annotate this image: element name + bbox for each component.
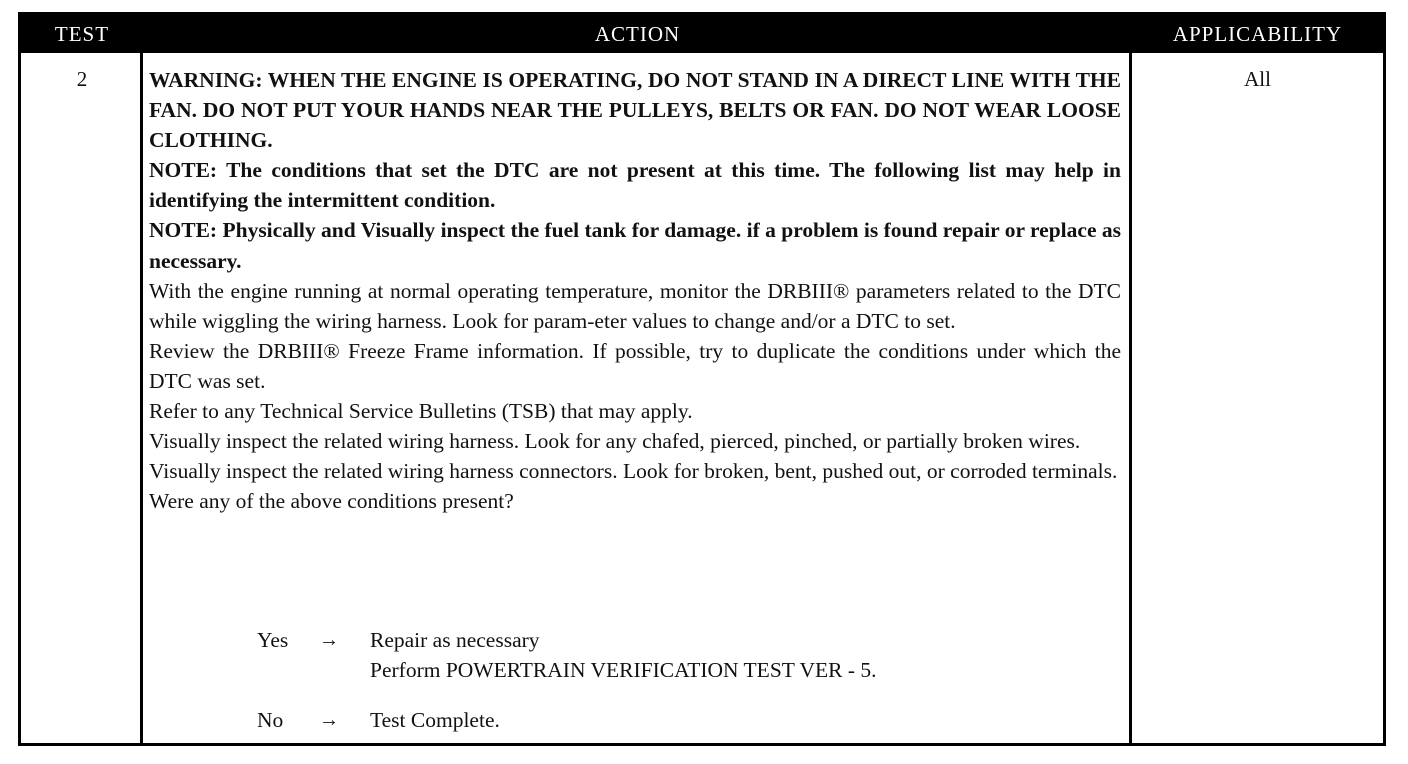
no-action: Test Complete. bbox=[370, 708, 500, 732]
column-divider bbox=[140, 53, 143, 743]
yes-label: Yes bbox=[257, 628, 289, 652]
header-applicability: APPLICABILITY bbox=[1172, 22, 1343, 46]
step-text: Review the DRBIII® Freeze Frame information. If possible, try to duplicate the conditions under which the DTC was set. bbox=[149, 338, 1121, 393]
header-action: ACTION bbox=[594, 22, 681, 46]
test-number: 2 bbox=[76, 67, 88, 91]
note-text: NOTE: The conditions that set the DTC are not present at this time. The following list may help in identifying the intermittent condition. bbox=[149, 158, 1121, 213]
step-text: Refer to any Technical Service Bulletins (TSB) that may apply. bbox=[149, 399, 693, 424]
diagnostic-table bbox=[18, 12, 1386, 746]
yes-action: Repair as necessary bbox=[370, 628, 540, 652]
step-text: Visually inspect the related wiring harness connectors. Look for broken, bent, pushed out, or corroded terminals. bbox=[149, 459, 1118, 484]
header-test: TEST bbox=[54, 22, 110, 46]
yes-action-detail: Perform POWERTRAIN VERIFICATION TEST VER - 5. bbox=[370, 658, 877, 682]
step-text: With the engine running at normal operating temperature, monitor the DRBIII® parameters related to the DTC while wiggling the wiring harness. Look for param-eter values to change and/or a DTC to set. bbox=[149, 278, 1121, 333]
note-text: NOTE: Physically and Visually inspect the fuel tank for damage. if a problem is found repair or replace as necessary. bbox=[149, 218, 1121, 273]
arrow-icon: → bbox=[319, 709, 339, 731]
action-cell bbox=[149, 65, 1121, 516]
no-label: No bbox=[257, 708, 284, 732]
column-divider bbox=[1129, 53, 1132, 743]
arrow-icon: → bbox=[319, 629, 339, 651]
table-header bbox=[21, 15, 1383, 53]
applicability-value: All bbox=[1244, 67, 1271, 91]
warning-text: WARNING: WHEN THE ENGINE IS OPERATING, DO NOT STAND IN A DIRECT LINE WITH THE FAN. DO NOT PUT YOUR HANDS NEAR THE PULLEYS, BELTS OR FAN. DO NOT WEAR LOOSE CLOTHING. bbox=[149, 68, 1121, 153]
question-text: Were any of the above conditions present? bbox=[149, 489, 514, 514]
step-text: Visually inspect the related wiring harness. Look for any chafed, pierced, pinched, or partially broken wires. bbox=[149, 429, 1081, 454]
